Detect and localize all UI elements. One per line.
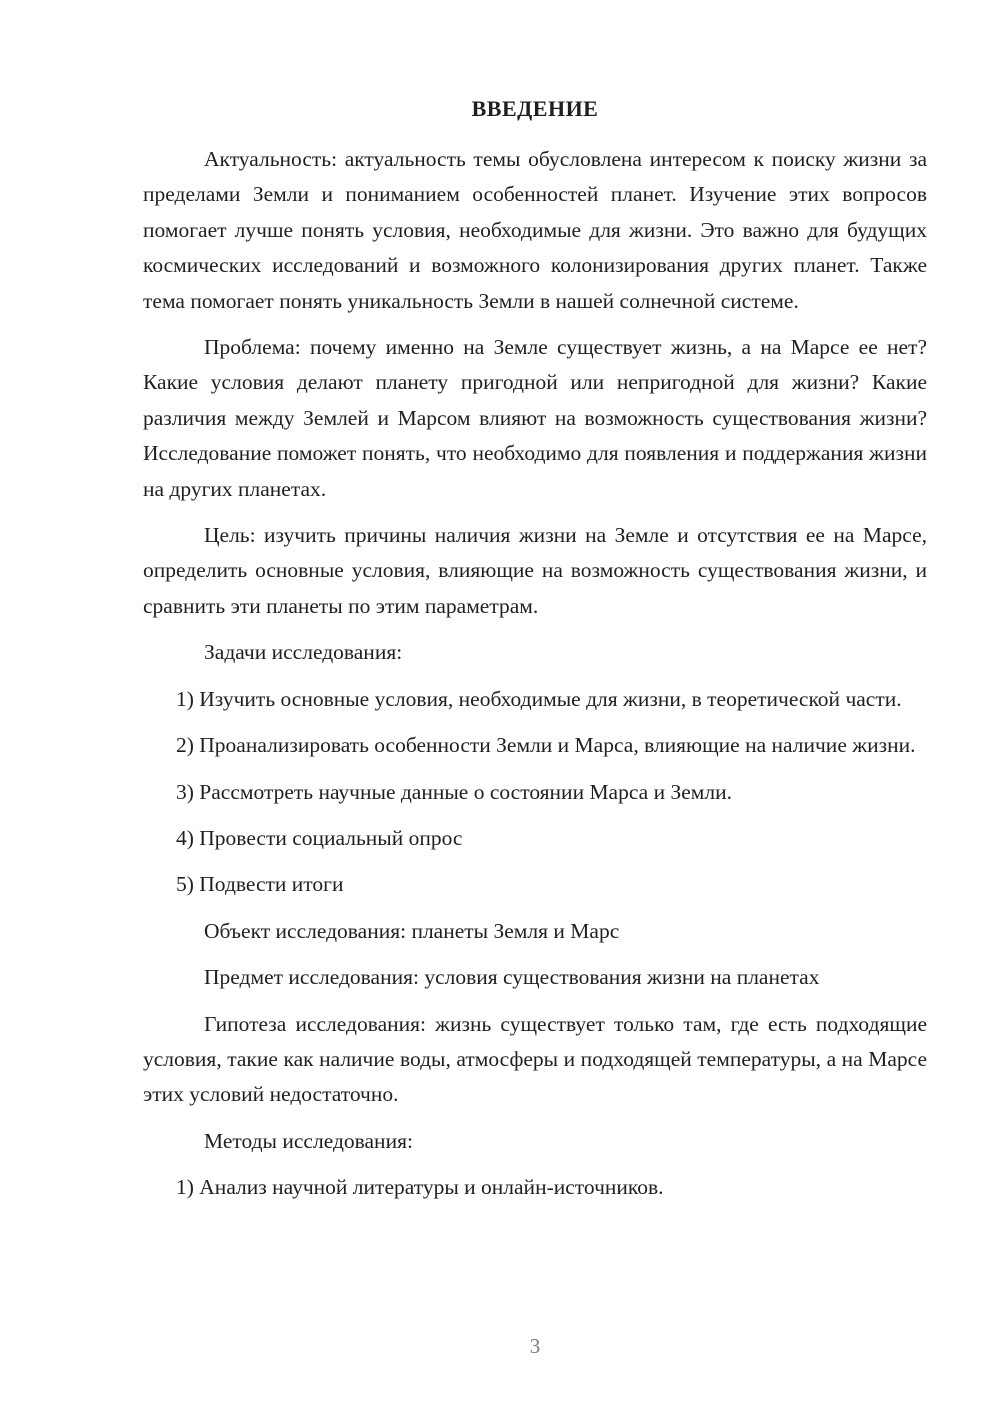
page-number: 3 [529, 1334, 541, 1358]
task-item-5: 5) Подвести итоги [176, 872, 344, 897]
task-item-1: 1) Изучить основные условия, необходимые для жизни, в теоретической части. [176, 686, 902, 711]
method-item-1: 1) Анализ научной литературы и онлайн-источников. [176, 1175, 664, 1200]
section-title: ВВЕДЕНИЕ [471, 96, 599, 121]
task-item-3: 3) Рассмотреть научные данные о состоянии Марса и Земли. [176, 779, 732, 804]
problem-paragraph: Проблема: почему именно на Земле существует жизнь, а на Марсе ее нет? Какие условия делают планету пригодной или непригодной для жизни? Какие различия между Землей и Марсом влияют на возможность существования жизни? Исследование поможет понять, что необходимо для появления и поддержания жизни на других планетах. [143, 335, 927, 501]
subject-paragraph: Предмет исследования: условия существования жизни на планетах [204, 965, 820, 990]
goal-paragraph: Цель: изучить причины наличия жизни на Земле и отсутствия ее на Марсе, определить основные условия, влияющие на возможность существования жизни, и сравнить эти планеты по этим параметрам. [143, 523, 927, 618]
object-paragraph: Объект исследования: планеты Земля и Марс [204, 918, 620, 943]
task-item-2: 2) Проанализировать особенности Земли и Марса, влияющие на наличие жизни. [176, 733, 916, 758]
document-body [143, 142, 927, 1217]
task-item-4: 4) Провести социальный опрос [176, 825, 463, 850]
methods-heading: Методы исследования: [204, 1128, 413, 1153]
tasks-heading: Задачи исследования: [204, 640, 403, 665]
document-page [143, 0, 927, 1414]
hypothesis-paragraph: Гипотеза исследования: жизнь существует только там, где есть подходящие условия, такие как наличие воды, атмосферы и подходящей температуры, а на Марсе этих условий недостаточно. [143, 1011, 927, 1107]
relevance-paragraph: Актуальность: актуальность темы обусловлена интересом к поиску жизни за пределами Земли и пониманием особенностей планет. Изучение этих вопросов помогает лучше понять условия, необходимые для жизни. Это важно для будущих космических исследований и возможного колонизирования других планет. Также тема помогает понять уникальность Земли в нашей солнечной системе. [143, 147, 927, 313]
